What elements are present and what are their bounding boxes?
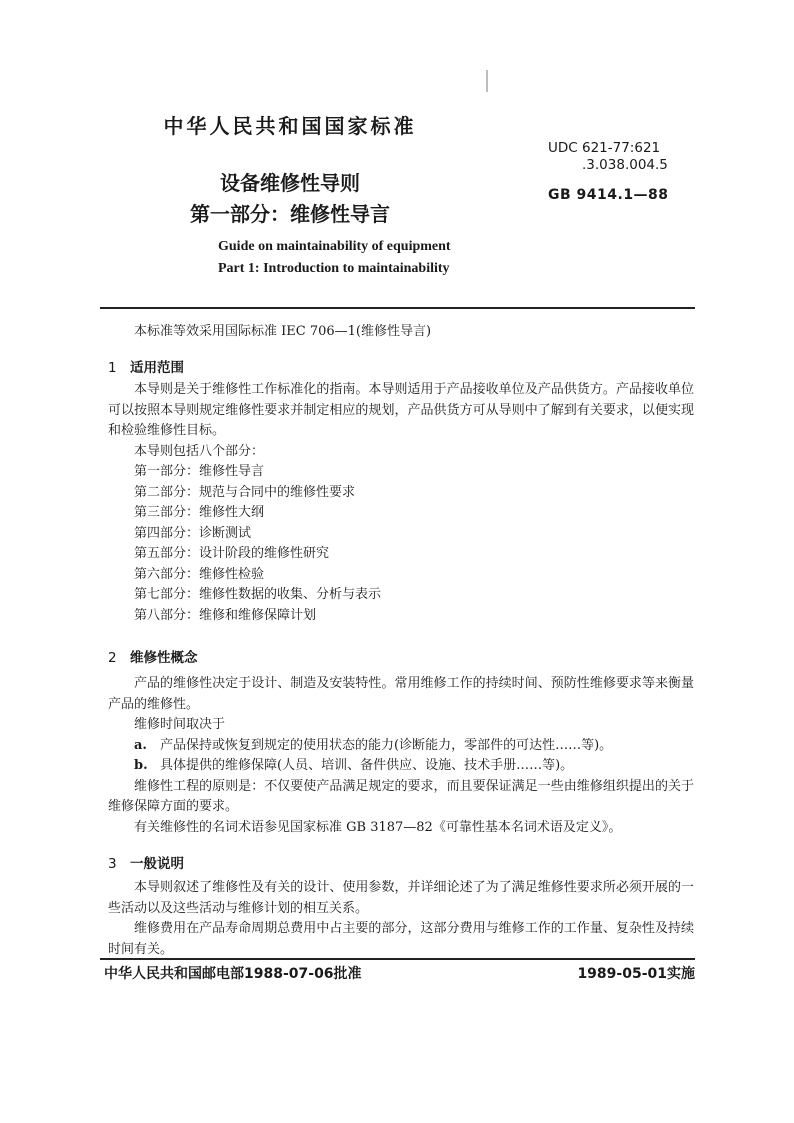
section-1-paragraph: 本导则是关于维修性工作标准化的指南。本导则适用于产品接收单位及产品供货方。产品接收单位可以按照本导则规定维修性要求并制定相应的规划，产品供货方可从导则中了解到有关要求，以便实现和检验维修性目标。: [108, 382, 694, 438]
parts-intro: 本导则包括八个部分：: [134, 443, 265, 459]
section-1-heading: [108, 356, 184, 376]
section-2-paragraph-1: 产品的维修性决定于设计、制造及安装特性。常用维修工作的持续时间、预防性维修要求等来衡量产品的维修性。: [108, 676, 694, 712]
section-3-paragraph-1: 本导则叙述了维修性及有关的设计、使用参数，并详细论述了为了满足维修性要求所必须开展的一些活动以及这些活动与维修计划的相互关系。: [108, 880, 694, 916]
section-1-body: [108, 380, 694, 626]
section-3-heading: [108, 852, 184, 872]
gb-standard-number: GB 9414.1—88: [548, 187, 669, 203]
item-letter: b.: [134, 758, 148, 773]
effective-date: 1989-05-01实施: [577, 966, 695, 982]
part-list-item: 第八部分：维修和维修保障计划: [134, 607, 317, 623]
udc-classification: [548, 140, 698, 174]
item-text: 产品保持或恢复到规定的使用状态的能力(诊断能力，零部件的可达性……等)。: [160, 737, 613, 753]
udc-line-1: UDC 621-77:621: [548, 140, 661, 156]
section-2-body: [108, 674, 694, 838]
part-list-item: 第五部分：设计阶段的维修性研究: [134, 546, 330, 561]
document-title-cn: 设备维修性导则: [220, 171, 360, 195]
item-letter: a.: [134, 737, 147, 753]
part-list-item: 第二部分：规范与合同中的维修性要求: [134, 484, 356, 500]
header-divider: [100, 307, 695, 309]
national-standard-title: 中华人民共和国国家标准: [163, 114, 417, 138]
section-1-number: 1: [108, 360, 117, 376]
section-3-body: [108, 878, 694, 960]
adoption-statement: 本标准等效采用国际标准 IEC 706—1(维修性导言): [134, 324, 432, 339]
approval-statement: 中华人民共和国邮电部1988-07-06批准: [104, 966, 362, 982]
document-title-en-block: [218, 236, 451, 280]
factor-list-item: [108, 736, 694, 757]
document-title-en: Guide on maintainability of equipment: [218, 239, 451, 254]
section-3-number: 3: [108, 856, 117, 872]
scan-mark: [486, 70, 488, 92]
part-list-item: 第三部分：维修性大纲: [134, 505, 265, 520]
section-2-paragraph-2: 维修性工程的原则是：不仅要使产品满足规定的要求，而且要保证满足一些由维修组织提出的关于维修保障方面的要求。: [108, 778, 694, 814]
maintenance-time-intro: 维修时间取决于: [134, 717, 226, 732]
factor-list-item: [108, 756, 694, 777]
part-list-item: 第六部分：维修性检验: [134, 566, 265, 582]
section-2-heading: [108, 646, 198, 666]
section-2-number: 2: [108, 650, 117, 666]
section-2-title: 维修性概念: [130, 650, 198, 666]
part-list-item: 第四部分：诊断测试: [134, 525, 252, 541]
item-text: 具体提供的维修保障(人员、培训、备件供应、设施、技术手册……等)。: [160, 758, 574, 773]
document-subtitle-cn: 第一部分：维修性导言: [190, 202, 390, 226]
section-1-title: 适用范围: [130, 360, 184, 376]
footer-divider: [100, 958, 695, 960]
part-list-item: 第七部分：维修性数据的收集、分析与表示: [134, 587, 382, 602]
udc-line-2: .3.038.004.5: [582, 157, 668, 173]
document-subtitle-en: Part 1: Introduction to maintainability: [218, 261, 450, 276]
part-list-item: 第一部分：维修性导言: [134, 464, 265, 479]
section-3-title: 一般说明: [130, 856, 184, 872]
section-2-paragraph-3: 有关维修性的名词术语参见国家标准 GB 3187—82《可靠性基本名词术语及定义》。: [134, 819, 622, 835]
section-3-paragraph-2: 维修费用在产品寿命周期总费用中占主要的部分，这部分费用与维修工作的工作量、复杂性及持续时间有关。: [108, 921, 694, 957]
